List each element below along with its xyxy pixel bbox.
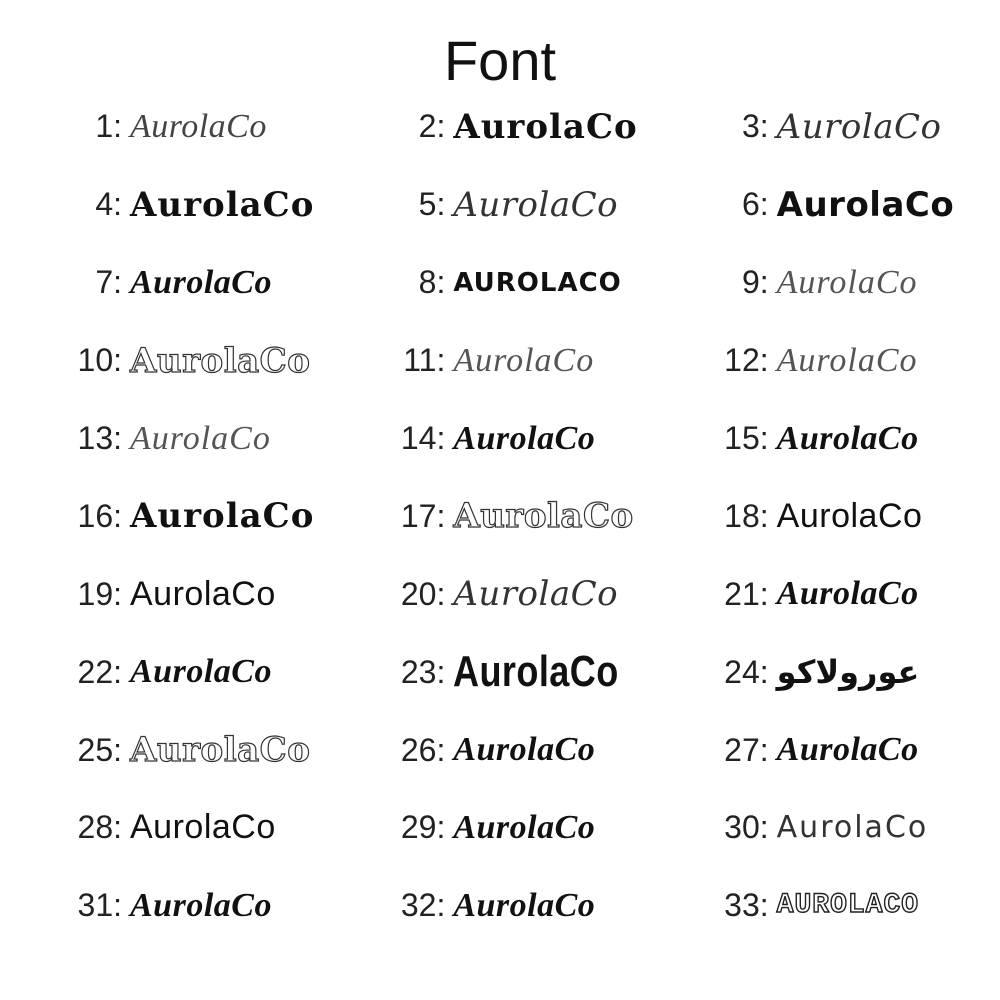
font-number: 33: <box>724 887 769 924</box>
font-sample-item <box>0 867 333 945</box>
font-sample-text: AurolaCo <box>130 419 271 457</box>
font-sample-item <box>667 477 1000 555</box>
font-number: 12: <box>724 342 769 379</box>
font-sample-text: AurolaCo <box>776 184 955 225</box>
font-sample-text: AurolaCo <box>130 496 315 537</box>
font-number: 28: <box>77 809 122 846</box>
font-number: 10: <box>77 342 122 379</box>
font-sample-item <box>0 244 333 322</box>
font-sample-text: AurolaCo <box>453 574 619 615</box>
font-sample-item <box>667 88 1000 166</box>
font-sample-text: AurolaCo <box>776 419 919 457</box>
font-sample-item <box>333 400 666 478</box>
font-number: 24: <box>724 653 769 690</box>
font-number: 26: <box>400 731 446 768</box>
font-sample-text: AurolaCo <box>776 575 919 613</box>
font-sample-text: AurolaCo <box>130 184 315 225</box>
font-sample-text: AurolaCo <box>453 886 596 924</box>
font-sample-item <box>333 711 666 789</box>
font-number: 21: <box>724 575 769 612</box>
font-sample-item <box>667 555 1000 633</box>
font-sample-text: AurolaCo <box>130 107 267 145</box>
font-sample-text: AurolaCo <box>130 886 272 924</box>
font-number: 7: <box>95 264 122 301</box>
font-sample-item <box>0 711 333 789</box>
font-sample-text: AurolaCo <box>776 496 923 535</box>
font-sample-item <box>0 633 333 711</box>
font-sample-text: AurolaCo <box>130 263 272 301</box>
font-sample-item <box>333 789 666 867</box>
font-sample-text: AurolaCo <box>130 808 276 847</box>
font-sample-item <box>0 477 333 555</box>
font-sample-text: AurolaCo <box>130 730 311 771</box>
font-number: 14: <box>400 420 446 456</box>
font-sample-text: AurolaCo <box>453 184 619 225</box>
page-title: Font <box>443 29 557 92</box>
font-sample-item <box>0 88 333 166</box>
font-sample-text: AurolaCo <box>776 341 918 379</box>
font-sample-item <box>0 166 333 244</box>
font-sample-item <box>333 244 666 322</box>
font-number: 2: <box>418 108 446 145</box>
font-sample-text: AurolaCo <box>776 106 942 147</box>
font-sample-item <box>667 166 1000 244</box>
font-number: 8: <box>418 264 446 301</box>
font-number: 22: <box>77 653 122 690</box>
font-number: 19: <box>77 575 122 612</box>
font-sample-item <box>667 867 1000 945</box>
font-number: 4: <box>95 186 122 223</box>
font-sample-text: AurolaCo <box>453 496 634 537</box>
font-number: 27: <box>724 731 769 768</box>
font-sample-text: AUROLACO <box>453 267 622 298</box>
font-sample-text: AUROLACO <box>776 890 920 922</box>
font-sample-item <box>667 789 1000 867</box>
font-sample-item <box>0 555 333 633</box>
font-number: 1: <box>95 108 122 145</box>
font-sample-text: AurolaCo <box>453 647 619 697</box>
font-sample-item <box>333 88 666 166</box>
font-sample-text: AurolaCo <box>453 808 596 846</box>
font-number: 20: <box>400 575 446 612</box>
font-sample-item <box>0 789 333 867</box>
font-sample-item <box>0 400 333 478</box>
font-number: 31: <box>77 887 122 924</box>
font-sample-text: AurolaCo <box>130 340 311 381</box>
font-sample-text: ﻋﻮﺭﻭﻻﻛﻮ <box>776 653 920 692</box>
font-number: 29: <box>400 809 446 846</box>
font-sample-item <box>667 400 1000 478</box>
font-sample-item <box>667 711 1000 789</box>
font-number: 5: <box>418 186 446 223</box>
font-number: 3: <box>741 108 769 145</box>
font-sample-item <box>667 244 1000 322</box>
font-number: 6: <box>741 186 769 223</box>
font-sample-item <box>667 322 1000 400</box>
font-sample-text: AurolaCo <box>453 731 596 769</box>
font-sample-item <box>333 555 666 633</box>
font-number: 17: <box>400 497 446 534</box>
font-number: 30: <box>724 809 769 846</box>
font-number: 18: <box>724 497 769 534</box>
font-sample-item <box>667 633 1000 711</box>
font-sample-item <box>333 166 666 244</box>
font-sample-text: AurolaCo <box>776 810 929 846</box>
font-sample-text: AurolaCo <box>130 653 272 691</box>
font-number: 25: <box>77 731 122 768</box>
font-number: 11: <box>403 342 446 379</box>
font-sample-item <box>333 322 666 400</box>
font-sample-item <box>333 867 666 945</box>
font-sample-text: AurolaCo <box>130 574 276 613</box>
font-sample-grid <box>0 88 1000 968</box>
font-sample-text: AurolaCo <box>453 341 595 379</box>
font-number: 15: <box>724 420 769 456</box>
font-number: 32: <box>400 887 446 924</box>
font-sample-item <box>0 322 333 400</box>
font-number: 23: <box>400 653 446 690</box>
font-number: 9: <box>741 264 769 301</box>
font-number: 13: <box>77 420 122 456</box>
font-sample-text: AurolaCo <box>776 263 918 301</box>
font-sample-item <box>333 633 666 711</box>
font-sample-text: AurolaCo <box>776 731 919 769</box>
font-sample-text: AurolaCo <box>453 419 596 457</box>
font-sample-item <box>333 477 666 555</box>
font-sample-text: AurolaCo <box>453 106 638 147</box>
font-number: 16: <box>77 497 122 534</box>
